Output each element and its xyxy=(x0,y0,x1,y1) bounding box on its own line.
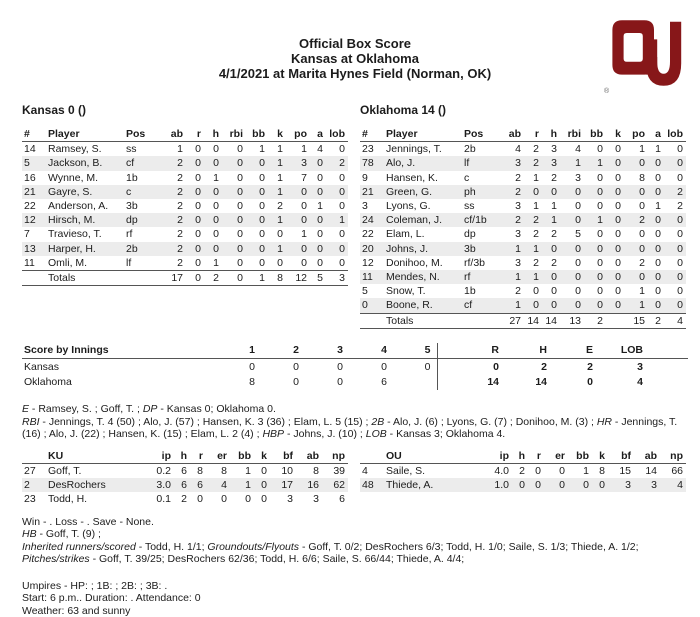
pitcher-row: 4 Saile, S. 4.0 2 0 0 1 8 15 14 66 xyxy=(362,465,683,478)
oklahoma-batting-column xyxy=(360,103,686,329)
col-header: k xyxy=(606,127,624,142)
box-score-header xyxy=(22,0,688,81)
batter-row: 5 Jackson, B. cf 2 0 0 0 0 1 3 0 2 xyxy=(22,156,348,170)
col-header: r xyxy=(524,127,542,142)
col-header: np xyxy=(660,449,686,464)
innings-header-row xyxy=(22,343,688,359)
col-header: bf xyxy=(608,449,634,464)
ou-logo-icon xyxy=(606,13,686,101)
inning-score: 0 xyxy=(293,376,299,389)
page-title: Official Box Score xyxy=(299,36,411,51)
batting-header-row xyxy=(22,127,348,142)
score-by-innings-table xyxy=(22,343,688,391)
oklahoma-heading: Oklahoma 14 () xyxy=(360,103,447,117)
umpires-line: Umpires - HP: ; 1B: ; 2B: ; 3B: . xyxy=(22,579,168,592)
batter-row: 11 Mendes, N. rf 1 1 0 0 0 0 0 0 0 xyxy=(360,270,686,284)
batter-row: 9 Hansen, K. c 2 1 2 3 0 0 8 0 0 xyxy=(362,171,683,184)
inning-score: 0 xyxy=(381,360,387,373)
pitching-header-row xyxy=(360,449,686,464)
inning-score: 0 xyxy=(337,360,343,373)
batter-row: 21 Gayre, S. c 2 0 0 0 0 1 0 0 0 xyxy=(22,185,348,199)
col-header: bb xyxy=(246,127,268,142)
col-header: r xyxy=(528,449,544,464)
batter-row: 13 Harper, H. 2b 2 0 0 0 0 1 0 0 0 xyxy=(22,242,348,256)
col-header: r xyxy=(190,449,206,464)
hit-batters-note: HB - Goff, T. (9) ; xyxy=(22,528,101,541)
inning-score: 0 xyxy=(393,359,437,375)
summary-col-header: R xyxy=(457,343,505,359)
summary-col-header: H xyxy=(505,343,553,359)
col-header: ip xyxy=(146,449,174,464)
inning-col-header: 2 xyxy=(261,343,305,359)
col-header: bb xyxy=(568,449,592,464)
col-header: er xyxy=(544,449,568,464)
batter-row: 11 Omli, M. lf 2 0 1 0 0 0 0 0 0 xyxy=(24,256,345,269)
innings-label: Score by Innings xyxy=(22,343,217,359)
weather-line: Weather: 63 and sunny xyxy=(22,604,131,617)
col-header: h xyxy=(204,127,222,142)
inherited-runners-note: Inherited runners/scored - Todd, H. 1/1; Groundouts/Flyouts - Goff, T. 0/2; DesRochers 6/3; Todd, H. 1/0; Saile, S. 1/3; Thiede, A. 1/2; xyxy=(22,540,639,553)
kansas-batting-column xyxy=(22,103,348,286)
batter-row: 78 Alo, J. lf 3 2 3 1 1 0 0 0 0 xyxy=(360,156,686,170)
col-header: po xyxy=(624,127,648,142)
batter-row: 7 Travieso, T. rf 2 0 0 0 0 0 1 0 0 xyxy=(24,228,345,241)
spacer xyxy=(437,359,457,375)
batter-row: 14 Ramsey, S. ss 1 0 0 0 1 1 1 4 0 xyxy=(24,143,345,156)
inning-score: 0 xyxy=(337,376,343,389)
col-header: a xyxy=(310,127,326,142)
pitching-header-row xyxy=(22,449,348,464)
batter-row: 0 Boone, R. cf 1 0 0 0 0 0 1 0 0 xyxy=(360,298,686,313)
errors-total: 0 xyxy=(587,376,593,389)
game-info-footer xyxy=(22,580,688,617)
batter-row: 3 Lyons, G. ss 3 1 1 0 0 0 0 1 2 xyxy=(362,200,683,213)
batter-row: 12 Hirsch, M. dp 2 0 0 0 0 1 0 0 1 xyxy=(22,213,348,227)
col-header: k xyxy=(268,127,286,142)
hits-total: 2 xyxy=(541,360,547,373)
batter-row: 24 Coleman, J. cf/1b 2 2 1 0 1 0 2 0 0 xyxy=(360,213,686,227)
batting-header-row xyxy=(360,127,686,142)
col-header: # xyxy=(22,127,46,142)
batter-row: 21 Green, G. ph 2 0 0 0 0 0 0 0 2 xyxy=(360,185,686,199)
col-header xyxy=(22,449,46,464)
lob-total: 4 xyxy=(637,376,643,389)
pitching-notes xyxy=(22,516,688,566)
team-abbrev: KU xyxy=(46,449,146,464)
col-header: ab xyxy=(634,449,660,464)
col-header: bb xyxy=(230,449,254,464)
inning-score: 8 xyxy=(249,376,255,389)
rbi-note: RBI - Jennings, T. 4 (50) ; Alo, J. (57) ; Hansen, K. 3 (36) ; Elam, L. 5 (15) ; 2B - Alo, J. (6) ; Lyons, G. (7) ; Donihoo, M. (3) ; HR - Jennings, T. (16) ; Alo, J. (22) ; Hansen, K. (15) ; Elam, L. 2 (4) ; HBP - Johns, J. (10) ; LOB - Kansas 3; Oklahoma 4. xyxy=(22,415,678,441)
pitches-strikes-note: Pitches/strikes - Goff, T. 39/25; DesRochers 62/36; Todd, H. 6/6; Saile, S. 66/44; Thiede, A. 4/4; xyxy=(22,553,465,566)
registered-trademark-symbol: ® xyxy=(604,88,610,95)
col-header: a xyxy=(648,127,664,142)
col-header: k xyxy=(592,449,608,464)
col-header: Player xyxy=(384,127,462,142)
col-header: # xyxy=(360,127,384,142)
col-header: ab xyxy=(500,127,524,142)
col-header: k xyxy=(254,449,270,464)
col-header: lob xyxy=(326,127,348,142)
col-header: ab xyxy=(162,127,186,142)
summary-col-header: LOB xyxy=(599,343,649,359)
matchup-line: Kansas at Oklahoma xyxy=(291,51,419,66)
summary-col-header: E xyxy=(553,343,599,359)
filler xyxy=(649,359,688,375)
date-venue-line: 4/1/2021 at Marita Hynes Field (Norman, OK) xyxy=(218,66,492,81)
inning-score xyxy=(393,375,437,391)
lob-total: 3 xyxy=(637,360,643,373)
col-header: po xyxy=(286,127,310,142)
batter-row: 20 Johns, J. 3b 1 1 0 0 0 0 0 0 0 xyxy=(360,242,686,256)
col-header: ab xyxy=(296,449,322,464)
spacer xyxy=(437,375,457,391)
team-name: Kansas xyxy=(24,360,60,373)
col-header: bf xyxy=(270,449,296,464)
innings-row-oklahoma xyxy=(22,375,688,391)
col-header xyxy=(360,449,384,464)
batter-row: 23 Jennings, T. 2b 4 2 3 4 0 0 1 1 0 xyxy=(362,143,683,156)
col-header: rbi xyxy=(560,127,584,142)
pitching-section xyxy=(22,449,688,507)
col-header: h xyxy=(174,449,190,464)
inning-col-header: 4 xyxy=(349,343,393,359)
inning-col-header: 3 xyxy=(305,343,349,359)
filler xyxy=(649,375,688,391)
batter-row: 12 Donihoo, M. rf/3b 3 2 2 0 0 0 2 0 0 xyxy=(362,256,683,269)
inning-col-header: 5 xyxy=(393,343,437,359)
ku-pitching-table xyxy=(22,449,348,507)
spacer xyxy=(437,343,457,359)
col-header: np xyxy=(322,449,348,464)
team-name: Oklahoma xyxy=(24,376,72,389)
innings-row-kansas xyxy=(22,359,688,375)
inning-score: 0 xyxy=(249,360,255,373)
team-abbrev: OU xyxy=(384,449,484,464)
runs-total: 0 xyxy=(493,360,499,373)
batter-row: 5 Snow, T. 1b 2 0 0 0 0 0 1 0 0 xyxy=(362,285,683,298)
col-header: lob xyxy=(664,127,686,142)
batting-notes xyxy=(22,403,690,441)
inning-score: 0 xyxy=(293,360,299,373)
col-header: er xyxy=(206,449,230,464)
runs-total: 14 xyxy=(487,376,499,389)
batter-row: 16 Wynne, M. 1b 2 0 1 0 0 1 7 0 0 xyxy=(24,171,345,184)
col-header: Pos xyxy=(124,127,162,142)
kansas-batting-table xyxy=(22,127,348,286)
win-loss-save-note: Win - . Loss - . Save - None. xyxy=(22,515,154,528)
inning-col-header: 1 xyxy=(217,343,261,359)
col-header: bb xyxy=(584,127,606,142)
batter-row: 22 Anderson, A. 3b 2 0 0 0 0 2 0 1 0 xyxy=(24,200,345,213)
pitcher-row: 2 DesRochers 3.0 6 6 4 1 0 17 16 62 xyxy=(22,478,348,492)
kansas-heading: Kansas 0 () xyxy=(22,103,87,117)
col-header: h xyxy=(512,449,528,464)
col-header: rbi xyxy=(222,127,246,142)
col-header: ip xyxy=(484,449,512,464)
errors-dp-note: E - Ramsey, S. ; Goff, T. ; DP - Kansas 0; Oklahoma 0. xyxy=(22,403,276,416)
errors-total: 2 xyxy=(587,360,593,373)
pitcher-row: 48 Thiede, A. 1.0 0 0 0 0 0 3 3 4 xyxy=(360,478,686,492)
pitcher-row: 23 Todd, H. 0.1 2 0 0 0 0 3 3 6 xyxy=(24,493,345,506)
totals-row: Totals 27 14 14 13 2 15 2 4 xyxy=(360,313,686,328)
ou-pitching-table xyxy=(360,449,686,493)
start-duration-attendance-line: Start: 6 p.m.. Duration: . Attendance: 0 xyxy=(22,592,201,605)
pitcher-row: 27 Goff, T. 0.2 6 8 8 1 0 10 8 39 xyxy=(24,465,345,478)
filler xyxy=(649,343,688,359)
col-header: Pos xyxy=(462,127,500,142)
hits-total: 14 xyxy=(535,376,547,389)
inning-score: 6 xyxy=(381,376,387,389)
col-header: h xyxy=(542,127,560,142)
totals-row: Totals 17 0 2 0 1 8 12 5 3 xyxy=(22,271,348,286)
col-header: Player xyxy=(46,127,124,142)
ou-logo xyxy=(606,13,686,105)
oklahoma-batting-table xyxy=(360,127,686,329)
batter-row: 22 Elam, L. dp 3 2 2 5 0 0 0 0 0 xyxy=(362,228,683,241)
batting-section xyxy=(22,103,688,329)
col-header: r xyxy=(186,127,204,142)
